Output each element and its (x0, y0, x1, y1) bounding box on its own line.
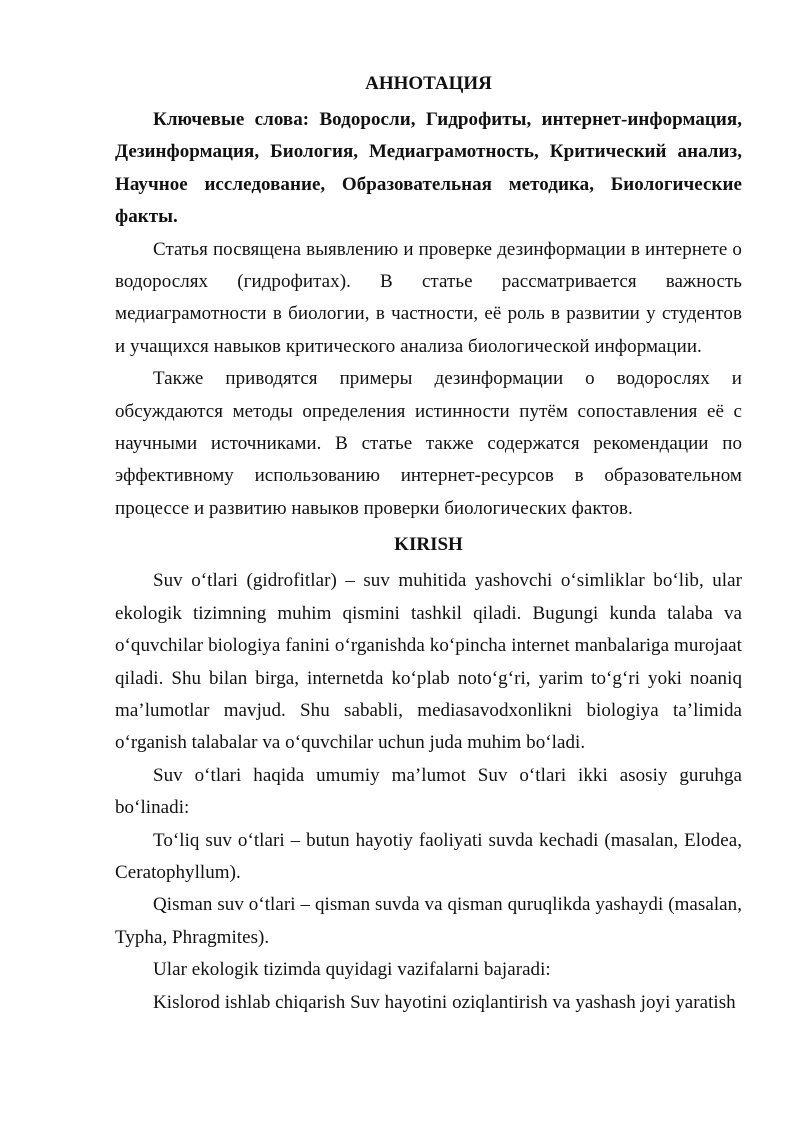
intro-paragraph-2: Suv oʻtlari haqida umumiy maʼlumot Suv oʻtlari ikki asosiy guruhga boʻlinadi: (115, 764, 742, 819)
intro-paragraph-6: Kislorod ishlab chiqarish Suv hayotini oziqlantirish va yashash joyi yaratish (153, 991, 736, 1013)
keywords-paragraph: Ключевые слова: Водоросли, Гидрофиты, интернет-информация, Дезинформация, Биология, Медиаграмотность, Критический анализ, Научное исследование, Образовательная методика, Биологические факты. (115, 109, 742, 228)
intro-paragraph-5: Ular ekologik tizimda quyidagi vazifalarni bajaradi: (153, 959, 551, 981)
document-page (115, 64, 742, 1019)
intro-paragraph-4: Qisman suv oʻtlari – qisman suvda va qisman quruqlikda yashaydi (masalan, Typha, Phragmites). (115, 894, 742, 948)
annotation-paragraph-1: Статья посвящена выявлению и проверке дезинформации в интернете о водорослях (гидрофитах). В статье рассматривается важность медиаграмотности в биологии, в частности, её роль в развитии у студентов и учащихся навыков критического анализа биологической информации. (115, 238, 742, 357)
intro-paragraph-1: Suv oʻtlari (gidrofitlar) – suv muhitida yashovchi oʻsimliklar boʻlib, ular ekologik tizimning muhim qismini tashkil qiladi. Bugungi kunda talaba va oʻquvchilar biologiya fanini oʻrganishda koʻpincha internet manbalariga murojaat qiladi. Shu bilan birga, internetda koʻplab notoʻgʻri, yarim toʻgʻri yoki noaniq maʼlumotlar mavjud. Shu sababli, mediasavodxonlikni biologiya taʼlimida oʻrganish talabalar va oʻquvchilar uchun juda muhim boʻladi. (115, 570, 742, 754)
intro-heading: KIRISH (394, 534, 463, 556)
annotation-paragraph-2: Также приводятся примеры дезинформации о водорослях и обсуждаются методы определения истинности путём сопоставления её с научными источниками. В статье также содержатся рекомендации по эффективному использованию интернет-ресурсов в образовательном процессе и развитию навыков проверки биологических фактов. (115, 368, 742, 519)
intro-paragraph-3: Toʻliq suv oʻtlari – butun hayotiy faoliyati suvda kechadi (masalan, Elodea, Ceratophyllum). (115, 829, 742, 883)
annotation-heading: АННОТАЦИЯ (365, 73, 492, 94)
